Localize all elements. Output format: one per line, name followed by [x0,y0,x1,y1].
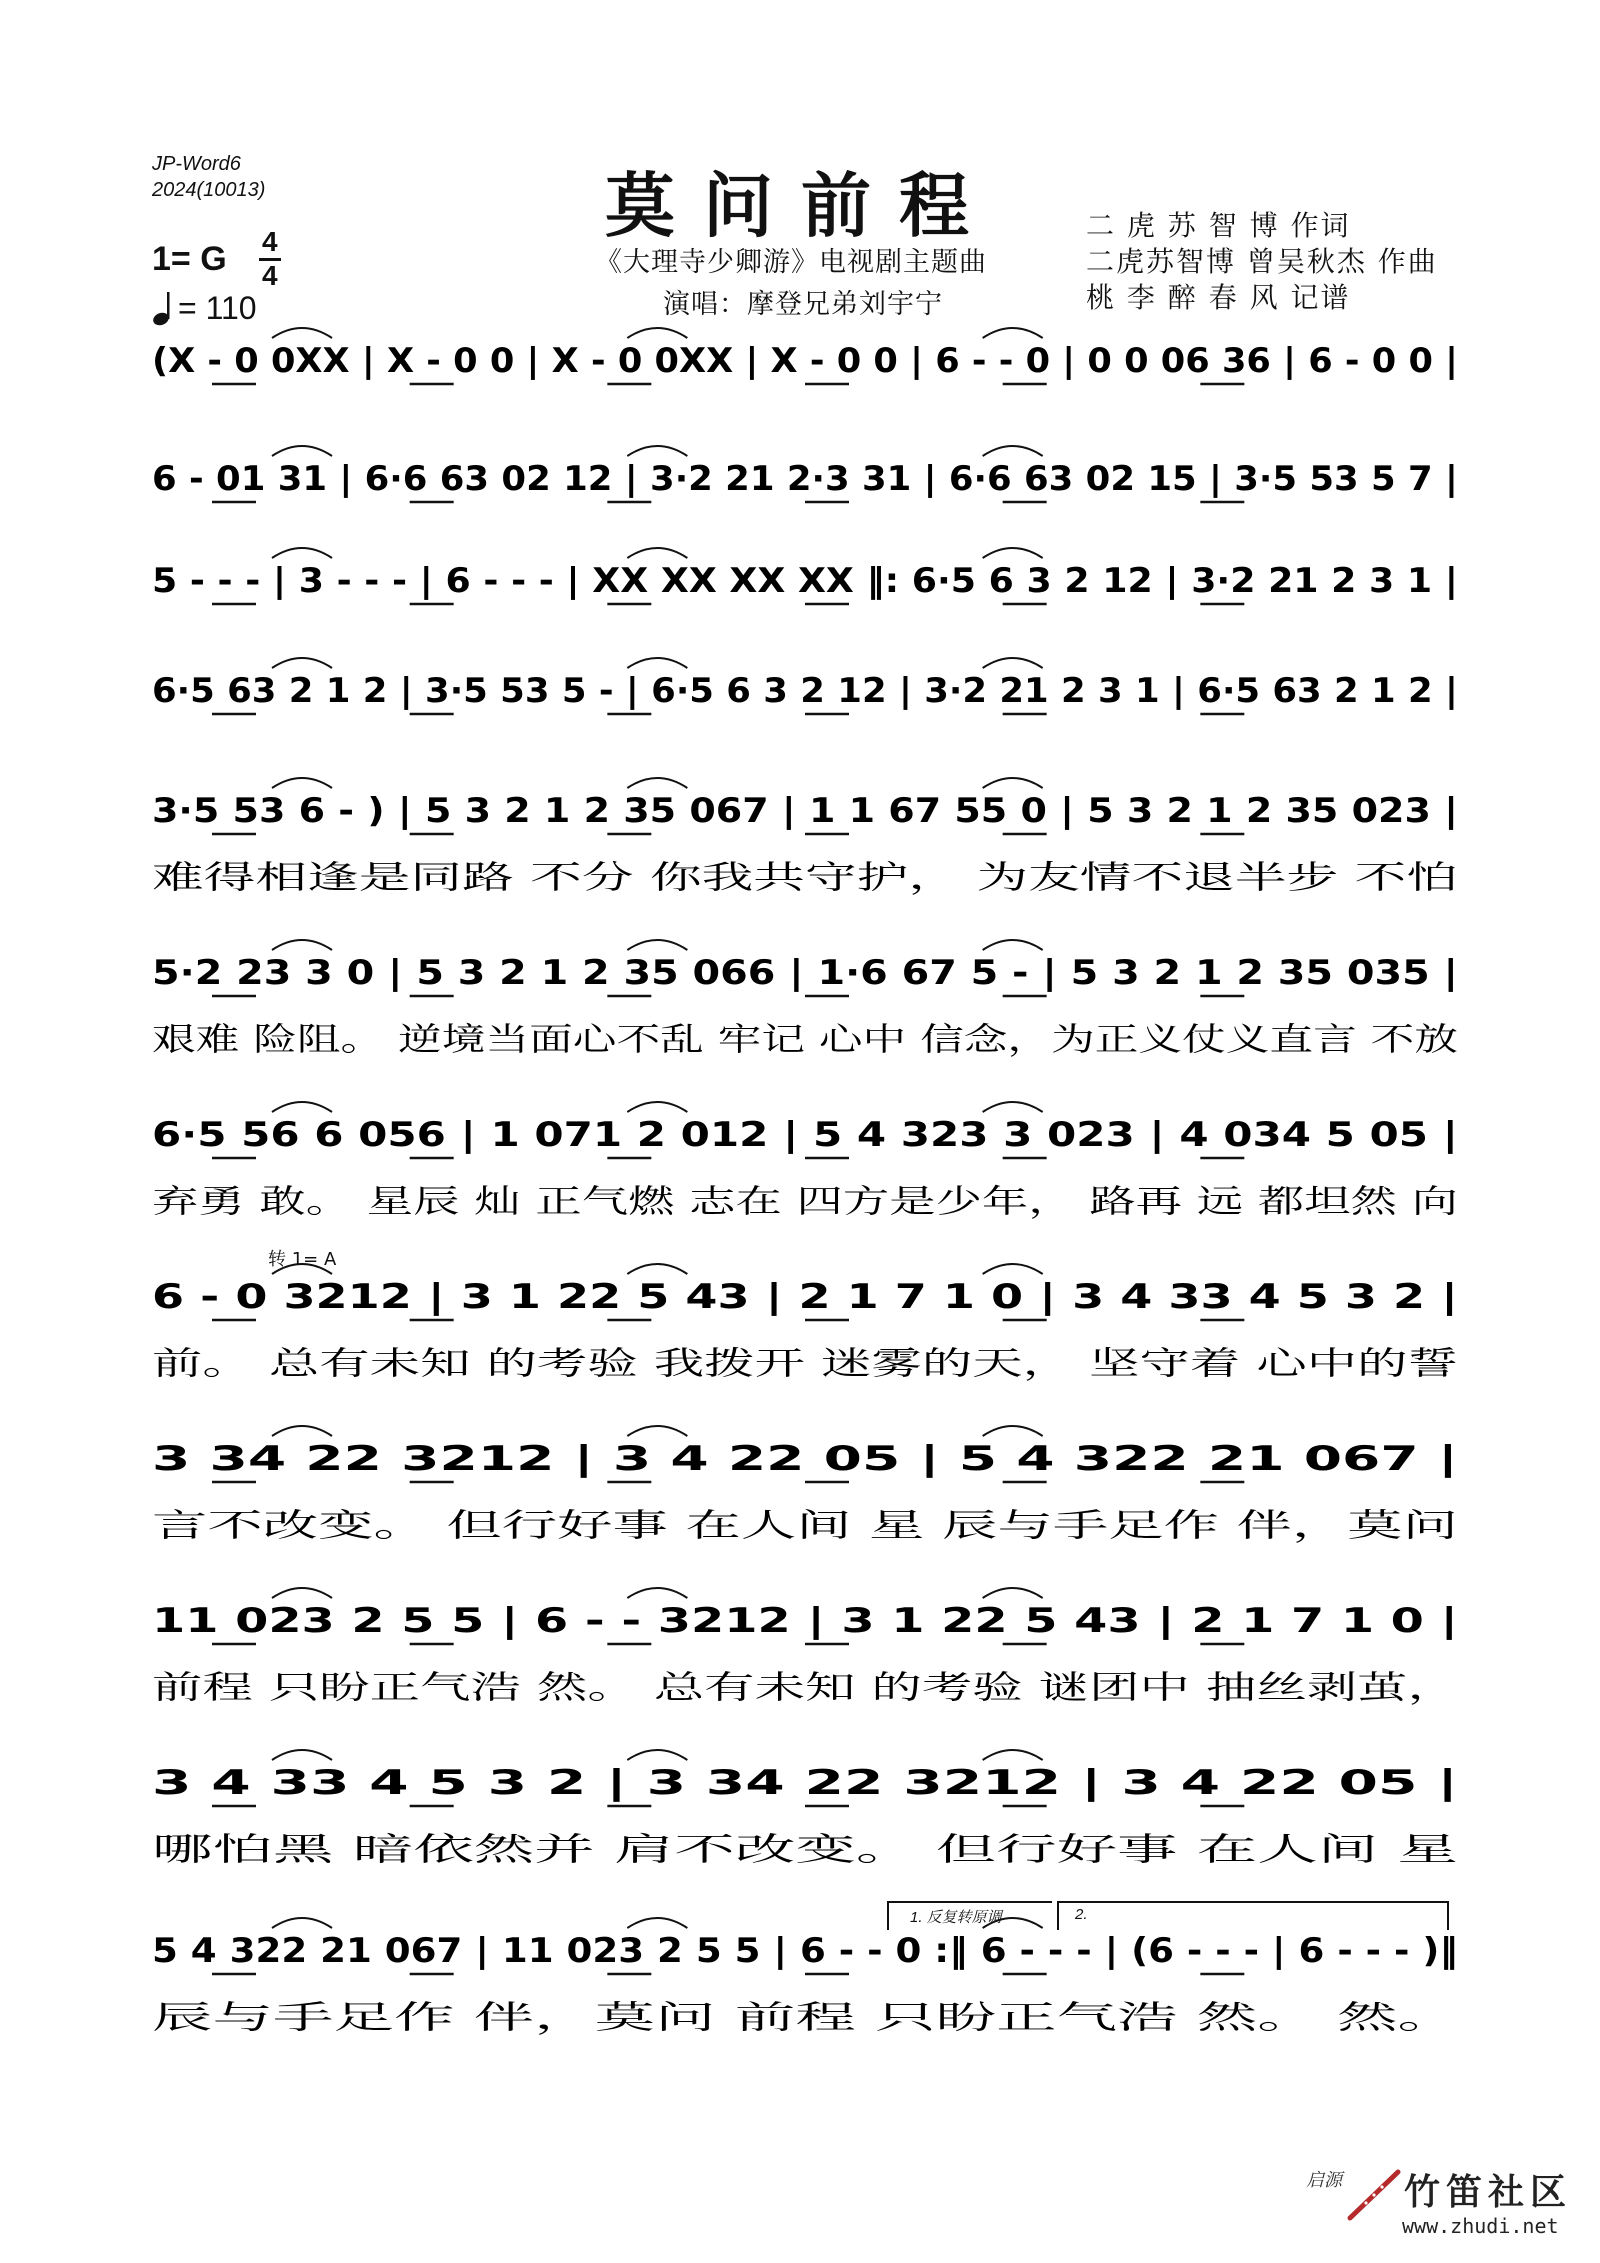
time-signature-top: 4 [262,226,278,257]
music-system [152,328,1458,384]
lyrics-text: 前。 总有未知 的考验 我拨开 迷雾的天， 坚守着 心中的誓 [152,1344,1458,1382]
lyrics-text: 弃勇 敢。 星辰 灿 正气燃 志在 四方是少年， 路再 远 都坦然 向 [152,1182,1458,1220]
lyric-line [152,1830,1458,1868]
jianpu-notes: 6·5 56 6 056 | 1 071 2 012 | 5 4 323 3 023 | 4 034 5 05 | [152,1115,1458,1155]
lyric-line [152,1182,1458,1220]
slur-arc [272,940,332,950]
lyric-line [152,858,1458,896]
music-system [152,1426,1458,1544]
music-system [152,940,1458,1058]
note-line [152,1601,1458,1641]
music-system [152,1264,1458,1382]
watermark-seal: 启源 [1306,2170,1342,2191]
slur-arc [627,940,687,950]
note-line [152,953,1458,993]
watermark-brand: 竹笛社区 [1404,2171,1573,2213]
jianpu-notes: 11 023 2 5 5 | 6 - - 3212 | 3 1 22 5 43 | 2 1 7 1 0 | [152,1601,1458,1641]
lyrics-text: 艰难 险阻。 逆境当面心不乱 牢记 心中 信念，为正义仗义直言 不放 [152,1020,1458,1058]
slur-arc [627,1918,687,1928]
lyric-line [152,1668,1458,1706]
second-ending-bracket [1058,1902,1448,1930]
note-line [152,1115,1458,1155]
note-line [152,671,1458,711]
note-line [152,1763,1458,1803]
jianpu-notes: 6 - 0 3212 | 3 1 22 5 43 | 2 1 7 1 0 | 3 4 33 4 5 3 2 | [152,1277,1458,1317]
slur-arc [272,328,332,338]
slur-arc [627,1426,687,1436]
slur-arc [627,778,687,788]
time-signature-bottom: 4 [262,260,278,291]
slur-arc [983,1264,1043,1274]
software-label: JP-Word6 [152,153,241,175]
note-line [152,1439,1458,1479]
slur-arc [272,778,332,788]
second-ending-label: 2. [1075,1906,1088,1923]
slur-arc [272,1102,332,1112]
composer-credit: 二虎苏智博 曾吴秋杰 作曲 [1086,245,1438,278]
slur-arc [272,548,332,558]
music-system [152,1102,1458,1220]
slur-arc [983,1102,1043,1112]
slur-arc [983,1588,1043,1598]
jianpu-notes: (X - 0 0XX | X - 0 0 | X - 0 0XX | X - 0 0 | 6 - - 0 | 0 0 06 36 | 6 - 0 0 | [152,341,1458,381]
jianpu-notes: 6 - 01 31 | 6·6 63 02 12 | 3·2 21 2·3 31 | 6·6 63 02 15 | 3·5 53 5 7 | [152,459,1458,499]
slur-arc [983,1426,1043,1436]
singers-line: 演唱：摩登兄弟刘宇宁 [663,289,943,320]
jianpu-notes: 5 - - - | 3 - - - | 6 - - - | XX XX XX XX ‖: 6·5 6 3 2 12 | 3·2 21 2 3 1 | [152,561,1458,601]
page-title: 莫问前程 [605,164,997,247]
note-line [152,459,1458,499]
lyrics-text: 言不改变。 但行好事 在人间 星 辰与手足作 伴，莫问 [152,1506,1458,1544]
key-change-label: 转 1= A [268,1249,337,1270]
note-line [152,1931,1458,1971]
key-signature: 1= G [152,240,227,278]
slur-arc [627,1750,687,1760]
slur-arc [983,940,1043,950]
version-label: 2024(10013) [152,179,266,201]
note-line [152,1277,1458,1317]
jianpu-notes: 5 4 322 21 067 | 11 023 2 5 5 | 6 - - 0 :‖ 6 - - - | (6 - - - | 6 - - - )‖ [152,1931,1458,1971]
jianpu-notes: 3 4 33 4 5 3 2 | 3 34 22 3212 | 3 4 22 05 | [152,1763,1458,1803]
music-system [152,778,1458,896]
flute-icon [1346,2168,1402,2226]
slur-arc [627,328,687,338]
lyrics-text: 哪怕黑 暗依然并 肩不改变。 但行好事 在人间 星 [152,1830,1458,1868]
slur-arc [627,446,687,456]
lyric-line [152,1344,1458,1382]
lyrics-text: 辰与手足作 伴，莫问 前程 只盼正气浩 然。 然。 [152,1998,1458,2036]
jianpu-notes: 3·5 53 6 - ) | 5 3 2 1 2 35 067 | 1 1 67 55 0 | 5 3 2 1 2 35 023 | [152,791,1458,831]
lyric-line [152,1998,1458,2036]
subtitle: 《大理寺少卿游》电视剧主题曲 [595,247,987,278]
slur-arc [627,548,687,558]
slur-arc [627,1588,687,1598]
jianpu-notes: 5·2 23 3 0 | 5 3 2 1 2 35 066 | 1·6 67 5 - | 5 3 2 1 2 35 035 | [152,953,1458,993]
music-system [152,446,1458,502]
slur-arc [627,1102,687,1112]
music-system [152,1918,1458,2036]
jianpu-notes: 3 34 22 3212 | 3 4 22 05 | 5 4 322 21 067 | [152,1439,1458,1479]
slur-arc [627,658,687,668]
note-line [152,791,1458,831]
note-line [152,561,1458,601]
slur-arc [983,658,1043,668]
watermark-url: www.zhudi.net [1402,2214,1559,2238]
transcriber-credit: 桃 李 醉 春 风 记谱 [1086,281,1351,314]
slur-arc [272,446,332,456]
lyrics-text: 前程 只盼正气浩 然。 总有未知 的考验 谜团中 抽丝剥茧， [152,1668,1458,1706]
slur-arc [272,1426,332,1436]
slur-arc [627,1264,687,1274]
lyric-line [152,1506,1458,1544]
note-line [152,341,1458,381]
lyricist-credit: 二 虎 苏 智 博 作词 [1086,209,1351,242]
music-system [152,1588,1458,1706]
lyric-line [152,1020,1458,1058]
lyrics-text: 难得相逢是同路 不分 你我共守护， 为友情不退半步 不怕 [152,858,1458,896]
slur-arc [983,548,1043,558]
music-system [152,658,1458,714]
slur-arc [983,778,1043,788]
slur-arc [272,1588,332,1598]
music-system [152,1750,1458,1868]
slur-arc [983,1750,1043,1760]
first-ending-label: 1. 反复转原调 [910,1909,1002,1926]
music-system [152,548,1458,604]
slur-arc [272,1750,332,1760]
slur-arc [272,658,332,668]
tempo-marking: = 110 [178,290,257,326]
jianpu-notes: 6·5 63 2 1 2 | 3·5 53 5 - | 6·5 6 3 2 12 | 3·2 21 2 3 1 | 6·5 63 2 1 2 | [152,671,1458,711]
slur-arc [983,446,1043,456]
slur-arc [272,1918,332,1928]
slur-arc [983,328,1043,338]
